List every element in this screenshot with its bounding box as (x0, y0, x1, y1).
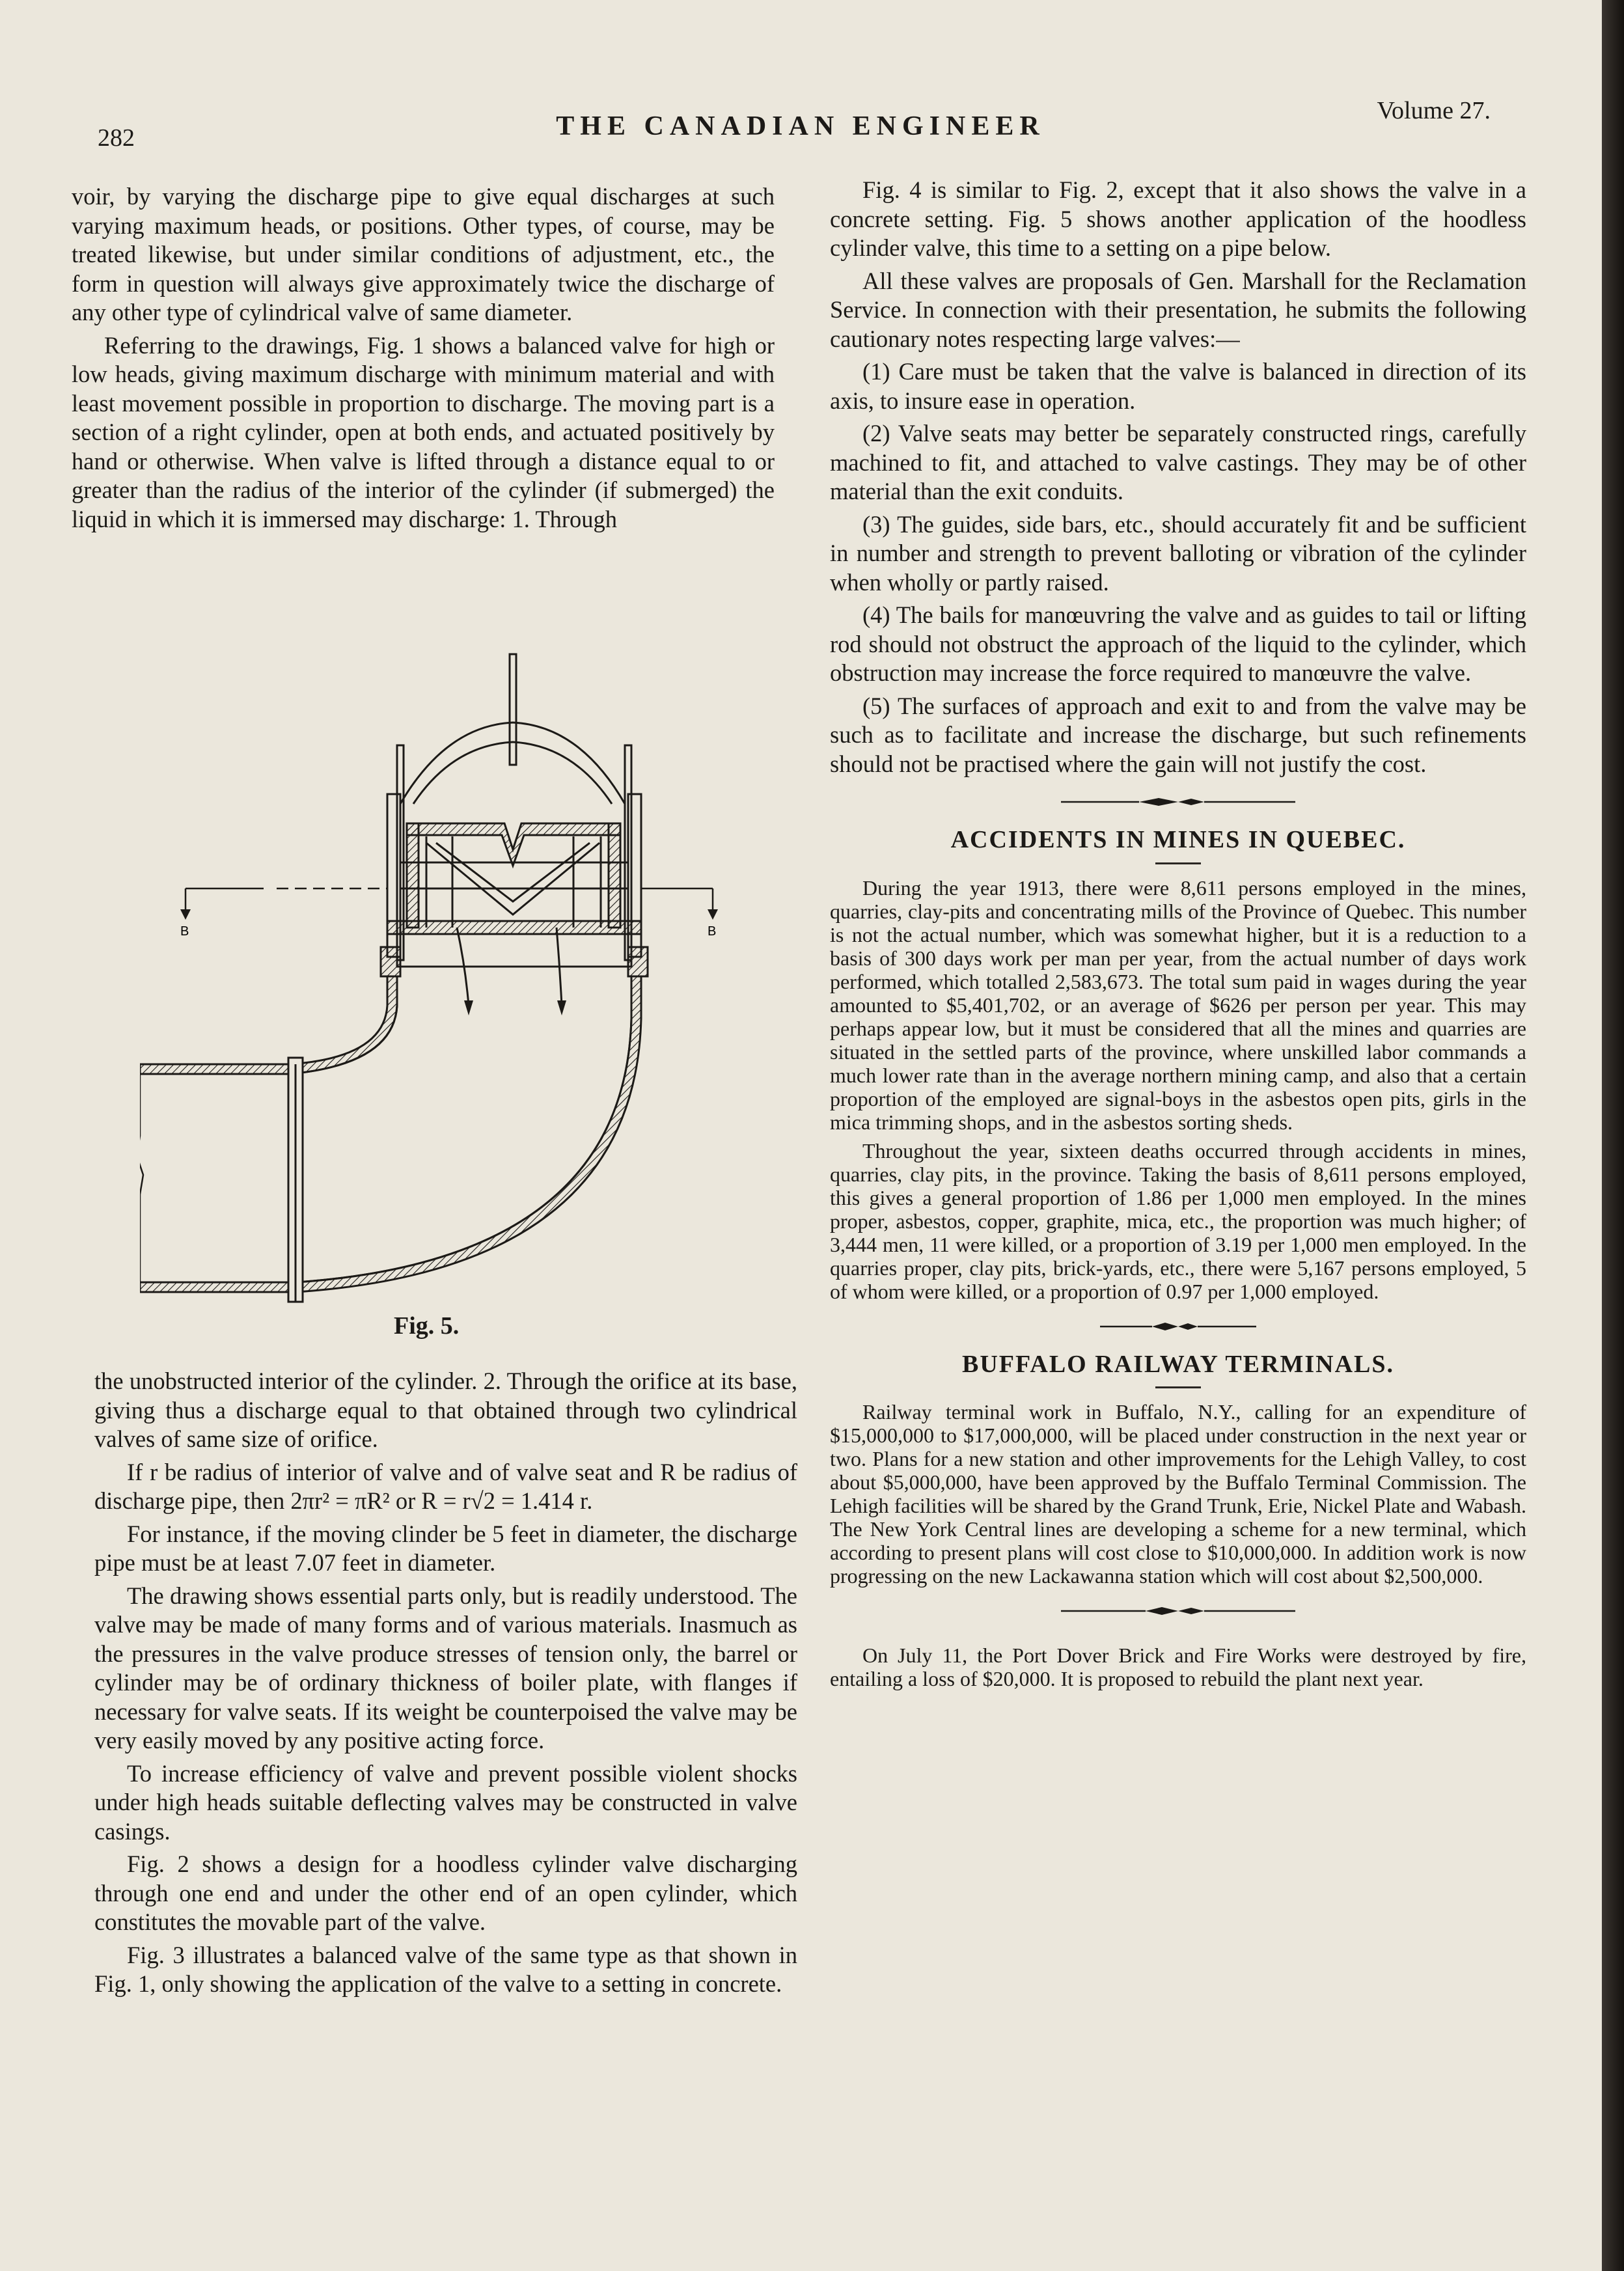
paragraph: On July 11, the Port Dover Brick and Fire Works were destroyed by fire, entailing a loss of $20,000. It is proposed to rebuild the plant next year. (830, 1644, 1526, 1690)
section-label-left: B (180, 924, 189, 939)
paragraph: Railway terminal work in Buffalo, N.Y., calling for an expenditure of $15,000,000 to $17,000,000, will be placed under construction in the next year or two. Plans for a new station and other improvements for the Lehigh Valley, to cost about $5,000,000, have been approved by the Buffalo Terminal Commission. The Lehigh facilities will be shared by the Grand Trunk, Erie, Nickel Plate and Wabash. The New York Central lines are developing a scheme for a new terminal, which according to present plans will cost close to $10,000,000. In addition work is now progressing on the new Lackawanna station which will cost about $2,500,000. (830, 1400, 1526, 1588)
section-label-right: B (708, 924, 717, 939)
page-binding-edge (1602, 0, 1624, 2271)
paragraph: (2) Valve seats may better be separately constructed rings, carefully machined to fit, and attached to valve castings. They may be of other material than the exit conduits. (830, 420, 1526, 504)
figure-caption: Fig. 5. (394, 1312, 460, 1340)
paragraph: (1) Care must be taken that the valve is balanced in direction of its axis, to insure ease in operation. (830, 358, 1526, 414)
paragraph: Fig. 3 illustrates a balanced valve of the same type as that shown in Fig. 1, only showing the application of the valve to a setting in concrete. (94, 1941, 797, 1997)
left-column-top (72, 182, 775, 538)
volume-label: Volume 27. (1377, 97, 1491, 124)
paragraph: (4) The bails for manœuvring the valve and as guides to tail or lifting rod should not obstruct the approach of the liquid to the cylinder, which obstruction may increase the force required to manœuvre the valve. (830, 601, 1526, 686)
valve-drawing (140, 641, 739, 1344)
paragraph: The drawing shows essential parts only, but is readily understood. The valve may be made of many forms and of various materials. Inasmuch as the pressures in the valve produce stresses of tension only, the barrel or cylinder may be of ordinary thickness of boiler plate, with flanges if necessary for valve seats. If its weight be counterpoised the valve may be very easily moved by any positive acting force. (94, 1582, 797, 1754)
right-column (830, 176, 1526, 1696)
paragraph: To increase efficiency of valve and prevent possible violent shocks under high heads suitable deflecting valves may be constructed in valve casings. (94, 1759, 797, 1845)
page-number: 282 (98, 124, 135, 152)
paragraph: (5) The surfaces of approach and exit to and from the valve may be such as to facilitate and increase the discharge, but such refinements should not be practised where the gain will not justify the cost. (830, 692, 1526, 777)
paragraph: voir, by varying the discharge pipe to give equal discharges at such varying maximum heads, or positions. Other types, of course, may be treated likewise, but under similar conditions of adjustment, etc., the form in question will always give approximately twice the discharge of any other type of cylindrical valve of same diameter. (72, 183, 775, 325)
article-buffalo (830, 1350, 1526, 1588)
section-ornament (1100, 1320, 1256, 1333)
paragraph: Fig. 2 shows a design for a hoodless cylinder valve discharging through one end and under the other end of an open cylinder, which constitutes the movable part of the valve. (94, 1851, 797, 1935)
title-rule (1155, 1386, 1201, 1388)
paragraph: (3) The guides, side bars, etc., should accurately fit and be sufficient in number and strength to prevent balloting or vibration of the cylinder when wholly or partly raised. (830, 510, 1526, 596)
paragraph: If r be radius of interior of valve and of valve seat and R be radius of discharge pipe, then 2πr² = πR² or R = r√2 = 1.414 r. (94, 1458, 797, 1514)
paragraph: For instance, if the moving clinder be 5 feet in diameter, the discharge pipe must be at least 7.07 feet in diameter. (94, 1520, 797, 1576)
page-header (0, 91, 1601, 152)
paragraph: All these valves are proposals of Gen. Marshall for the Reclamation Service. In connection with their presentation, he submits the following cautionary notes respecting large valves:— (830, 267, 1526, 352)
journal-title: THE CANADIAN ENGINEER (556, 111, 1045, 141)
paragraph: Throughout the year, sixteen deaths occurred through accidents in mines, quarries, clay pits, in the province. Taking the basis of 8,611 persons employed, this gives a general proportion of 1.86 per 1,000 men employed. In the mines proper, asbestos, copper, graphite, mica, etc., the proportion was much higher; of 3,444 men, 11 were killed, or a proportion of 3.19 per 1,000 men employed. In the quarries proper, clay pits, brick-yards, etc., there were 5,167 persons employed, 5 of whom were killed, or a proportion of 0.97 per 1,000 employed. (830, 1138, 1526, 1303)
paragraph: Referring to the drawings, Fig. 1 shows a balanced valve for high or low heads, giving maximum discharge with minimum material and with least movement possible in proportion to discharge. The moving part is a section of a right cylinder, open at both ends, and actuated positively by hand or otherwise. When valve is lifted through a distance equal to or greater than the radius of the interior of the cylinder (if submerged) the liquid in which it is immersed may discharge: 1. Through (72, 331, 775, 532)
paragraph: During the year 1913, there were 8,611 persons employed in the mines, quarries, clay-pits and concentrating mills of the Province of Quebec. This number is not the actual number, which was somewhat higher, but it is a reduction to a basis of 300 days work per man per year, from the actual number of days work performed, which totalled 2,583,673. The total sum paid in wages during the year amounted to $5,401,702, or an average of $626 per person per year. This may perhaps appear low, but it must be considered that all the mines and quarries are situated in the settled parts of the province, where unskilled labor commands a much lower rate than in the average northern mining camp, and also that a certain proportion of the employed are signal-boys in the asbestos open pits, girls in the mica trimming shops, and in the asbestos sorting sheds. (830, 875, 1526, 1134)
article-title: ACCIDENTS IN MINES IN QUEBEC. (950, 826, 1406, 853)
paragraph: Fig. 4 is similar to Fig. 2, except that it also shows the valve in a concrete setting. Fig. 5 shows another application of the hoodless cylinder valve, this time to a setting on a pipe below. (830, 176, 1526, 261)
article-fire (830, 1644, 1526, 1690)
title-rule (1155, 862, 1201, 864)
article-mines (830, 825, 1526, 1303)
section-ornament (1061, 1604, 1295, 1617)
article-title: BUFFALO RAILWAY TERMINALS. (961, 1350, 1394, 1378)
left-column-bottom (94, 1367, 797, 2003)
section-ornament (1061, 795, 1295, 808)
paragraph: the unobstructed interior of the cylinder. 2. Through the orifice at its base, giving thus a discharge equal to that obtained through two cylindrical valves of same size of orifice. (94, 1368, 797, 1452)
